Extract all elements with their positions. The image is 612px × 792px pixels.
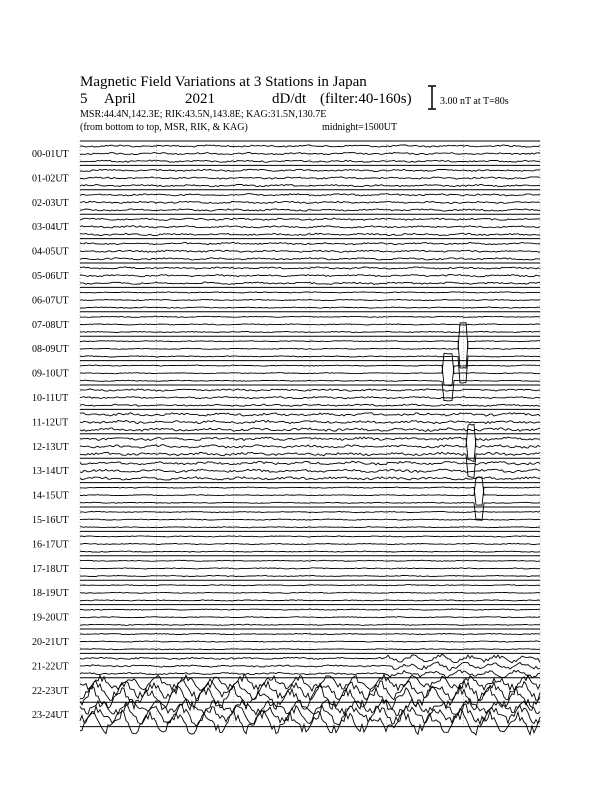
chart-title: Magnetic Field Variations at 3 Stations in Japan	[80, 74, 367, 90]
stations-info: MSR:44.4N,142.3E; RIK:43.5N,143.8E; KAG:31.5N,130.7E	[80, 109, 327, 120]
date-year: 2021	[185, 91, 215, 107]
station-trace	[80, 250, 540, 252]
chart-header	[80, 74, 509, 133]
quantity-label: dD/dt	[272, 91, 307, 107]
station-trace	[80, 389, 540, 391]
station-trace	[80, 275, 540, 277]
station-trace	[80, 536, 540, 537]
station-trace	[80, 551, 540, 552]
hour-panel	[32, 312, 540, 336]
hour-label: 12-13UT	[32, 441, 69, 453]
hour-label: 22-23UT	[32, 685, 69, 697]
hour-panel	[32, 653, 540, 678]
hour-panel	[32, 580, 540, 604]
midnight-note: midnight=1500UT	[322, 122, 398, 133]
hour-panel	[32, 458, 540, 482]
hour-panel	[32, 239, 540, 263]
station-trace	[80, 233, 540, 235]
hour-label: 16-17UT	[32, 539, 69, 551]
hour-label: 06-07UT	[32, 295, 69, 307]
station-trace	[80, 609, 540, 610]
hour-label: 21-22UT	[32, 661, 69, 673]
station-trace	[80, 710, 540, 735]
hour-panel	[32, 385, 540, 409]
order-note: (from bottom to top, MSR, RIK, & KAG)	[80, 122, 248, 133]
station-trace	[80, 649, 540, 650]
station-trace	[80, 511, 540, 512]
station-trace	[80, 365, 540, 386]
station-trace	[80, 633, 540, 634]
hour-label: 17-18UT	[32, 563, 69, 575]
hour-panel	[32, 424, 540, 477]
station-trace	[80, 600, 540, 601]
station-trace	[80, 153, 540, 155]
station-trace	[80, 169, 540, 171]
hour-label: 09-10UT	[32, 368, 69, 380]
hour-panel	[32, 263, 540, 287]
hour-panel	[32, 531, 540, 555]
station-trace	[80, 226, 540, 228]
station-trace	[80, 560, 540, 561]
hour-panel	[32, 190, 540, 214]
station-trace	[80, 397, 540, 399]
station-trace	[80, 209, 540, 211]
station-trace	[80, 160, 540, 162]
hour-label: 07-08UT	[32, 319, 69, 331]
hour-label: 00-01UT	[32, 149, 69, 160]
station-trace	[80, 527, 540, 528]
scale-bar-label: 3.00 nT at T=80s	[440, 96, 509, 107]
hour-label: 04-05UT	[32, 246, 69, 258]
station-trace	[80, 654, 540, 663]
date-month: April	[104, 91, 136, 107]
station-trace	[80, 292, 540, 293]
hour-panel	[32, 214, 540, 238]
hour-label: 11-12UT	[32, 417, 69, 429]
hour-panel	[32, 287, 540, 311]
hour-panel	[32, 556, 540, 580]
station-trace	[80, 242, 540, 244]
station-trace	[80, 267, 540, 269]
hour-label: 03-04UT	[32, 222, 69, 234]
hour-panel	[32, 699, 540, 735]
station-trace	[80, 576, 540, 577]
hour-panel	[32, 353, 540, 401]
station-trace	[80, 404, 540, 406]
hour-label: 13-14UT	[32, 466, 69, 478]
station-trace	[80, 177, 540, 179]
hour-label: 18-19UT	[32, 588, 69, 600]
hour-panel	[32, 141, 540, 165]
station-trace	[80, 218, 540, 220]
hour-panel	[32, 605, 540, 629]
station-trace	[80, 194, 540, 196]
hour-label: 14-15UT	[32, 490, 69, 502]
hour-panel	[32, 409, 540, 433]
hour-panel	[32, 507, 540, 531]
hour-label: 19-20UT	[32, 612, 69, 624]
hour-label: 20-21UT	[32, 637, 69, 648]
station-trace	[80, 145, 540, 147]
station-trace	[80, 568, 540, 569]
scale-bar	[428, 86, 436, 109]
hour-panel	[32, 477, 540, 520]
filter-label: (filter:40-160s)	[320, 91, 412, 107]
hour-label: 05-06UT	[32, 271, 69, 282]
hour-label: 23-24UT	[32, 710, 69, 722]
hour-label: 10-11UT	[32, 393, 69, 404]
station-trace	[80, 617, 540, 618]
hour-panel	[32, 629, 540, 653]
station-trace	[80, 258, 540, 260]
hour-label: 08-09UT	[32, 344, 69, 356]
hour-panels	[32, 141, 540, 735]
date-day: 5	[80, 91, 88, 107]
station-trace	[80, 624, 540, 625]
hour-label: 02-03UT	[32, 197, 69, 209]
hour-panel	[32, 165, 540, 189]
station-trace	[80, 316, 540, 317]
station-trace	[80, 502, 540, 520]
station-trace	[80, 331, 540, 332]
station-trace	[80, 307, 540, 308]
hour-label: 15-16UT	[32, 515, 69, 526]
station-trace	[80, 469, 540, 472]
station-trace	[80, 585, 540, 586]
hour-label: 01-02UT	[32, 173, 69, 185]
